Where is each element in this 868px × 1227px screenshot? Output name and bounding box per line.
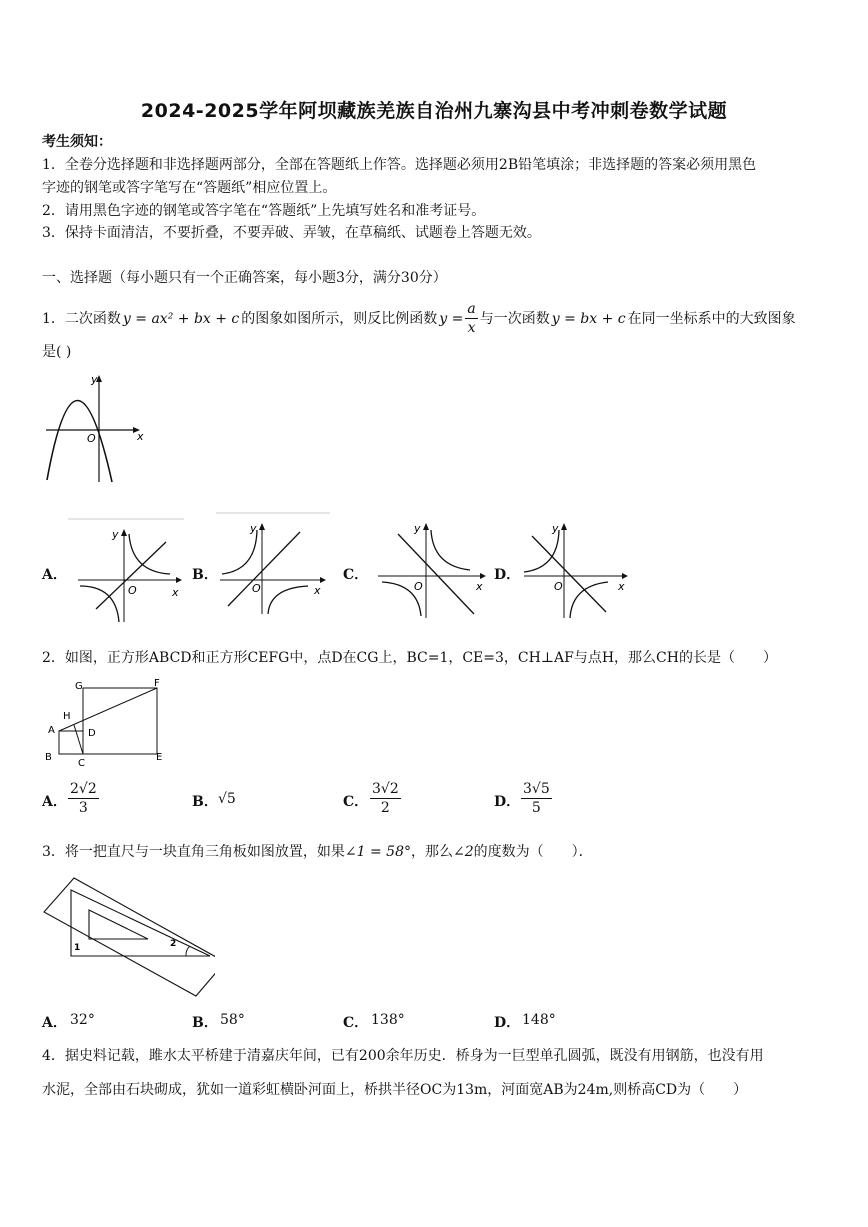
q3-text: 3．将一把直尺与一块直角三角板如图放置，如果: [42, 844, 345, 860]
hyperbola-branch: [129, 534, 170, 574]
q1-text: 1．二次函数: [42, 310, 121, 327]
fraction-numerator: 3√2: [372, 781, 399, 797]
notice-item: 2．请用黑色字迹的钢笔或答字笔在“答题纸”上先填写姓名和准考证号。: [42, 203, 486, 219]
q3-text: ，那么: [411, 844, 453, 860]
ruler: [44, 878, 215, 996]
question-1-text-end: 是( ): [42, 344, 72, 360]
origin-label: O: [87, 432, 96, 445]
point-label: G: [75, 681, 83, 692]
hyperbola-branch: [80, 586, 119, 622]
q2-option-c-value: [370, 780, 401, 817]
q1-formula-inverse-fraction: [465, 300, 477, 337]
q1-option-a-graph: [66, 514, 186, 624]
x-axis-arrow: [480, 573, 486, 579]
fraction-denominator: 5: [531, 800, 541, 816]
question-4-text: 水泥，全部由石块砌成，犹如一道彩虹横卧河面上，桥拱半径OC为13m，河面宽AB为24m,则桥高CD为（ ）: [42, 1082, 748, 1098]
q1-text: 的图象如图所示，则反比例函数: [241, 310, 438, 327]
q3-option-c-value: 138°: [371, 1012, 405, 1028]
angle-label: 1: [74, 943, 81, 953]
notice-item: 字迹的钢笔或答字笔写在“答题纸”相应位置上。: [42, 180, 337, 196]
q2-squares-figure: [40, 676, 175, 768]
y-label: y: [112, 528, 119, 541]
q3-angle-2: ∠2: [453, 844, 474, 860]
x-label: x: [476, 580, 483, 593]
fraction-numerator: 2√2: [70, 781, 97, 797]
fraction-numerator: a: [467, 301, 476, 317]
q3-option-d-value: 148°: [522, 1012, 556, 1028]
hyperbola-branch: [431, 530, 470, 570]
q3-option-a-label: A．: [42, 1015, 67, 1031]
point-label: E: [156, 752, 163, 763]
x-label: x: [618, 580, 625, 593]
q1-formula-linear: y = bx + c: [551, 310, 626, 327]
square-cefg: [83, 688, 157, 754]
q1-formula-inverse-left: y =: [439, 310, 464, 327]
y-label: y: [250, 522, 257, 535]
point-label: C: [78, 758, 85, 768]
q1-text: 与一次函数: [479, 310, 550, 327]
q3-text: 的度数为（ ）．: [473, 844, 593, 860]
fraction-numerator: 3√5: [523, 781, 550, 797]
question-4-text: 4．据史料记载，雎水太平桥建于清嘉庆年间，已有200余年历史．桥身为一巨型单孔圆弧，既没有用钢筋，也没有用: [42, 1048, 764, 1064]
q3-option-c-label: C．: [343, 1015, 369, 1031]
angle-label: 2: [170, 939, 177, 949]
parabola-curve: [47, 400, 112, 482]
y-label: y: [552, 522, 559, 535]
angle-2-arc: [186, 946, 190, 956]
y-axis-arrow: [423, 523, 429, 530]
point-label: H: [63, 711, 71, 722]
q2-option-b-value: √5: [218, 791, 236, 807]
q1-parabola-figure: [40, 370, 155, 488]
q2-option-d-label: D．: [494, 794, 521, 810]
point-label: F: [154, 678, 160, 689]
q1-text: 在同一坐标系中的大致图象: [627, 310, 796, 327]
linear-line: [532, 536, 606, 612]
fraction-denominator: x: [467, 320, 476, 336]
q1-option-b-graph: [214, 508, 334, 618]
point-label: B: [45, 752, 52, 763]
linear-line: [96, 542, 166, 609]
fraction-denominator: 3: [78, 800, 88, 816]
segment-af: [59, 688, 157, 731]
hyperbola-branch: [222, 530, 257, 574]
y-label: y: [91, 373, 98, 386]
question-2-text: 2．如图，正方形ABCD和正方形CEFG中，点D在CG上，BC=1，CE=3，CH⊥AF与点H，那么CH的长是（ ）: [42, 650, 777, 666]
q2-option-d-value: [521, 780, 552, 817]
q3-option-b-value: 58°: [220, 1012, 245, 1028]
x-axis-arrow: [320, 577, 326, 583]
x-label: x: [314, 584, 321, 597]
origin-label: O: [252, 582, 261, 595]
q1-option-d-label: D．: [494, 567, 521, 583]
notice-heading: 考生须知：: [42, 134, 112, 150]
question-3-text: [42, 842, 593, 862]
q1-option-c-label: C．: [343, 567, 369, 583]
q2-option-b-label: B．: [192, 794, 218, 810]
q3-angle-1: ∠1 = 58°: [344, 844, 411, 860]
y-axis-arrow: [561, 523, 567, 530]
q2-option-a-label: A．: [42, 794, 67, 810]
page-title: 2024-2025学年阿坝藏族羌族自治州九寨沟县中考冲刺卷数学试题: [140, 100, 728, 122]
y-axis-arrow: [259, 523, 265, 530]
point-label: A: [48, 725, 55, 736]
q1-option-b-label: B．: [192, 567, 218, 583]
origin-label: O: [554, 580, 563, 593]
q1-option-c-graph: [370, 514, 495, 624]
origin-label: O: [128, 584, 137, 597]
notice-item: 3．保持卡面清洁，不要折叠，不要弄破、弄皱，在草稿纸、试题卷上答题无效。: [42, 225, 541, 241]
section-heading: 一、选择题（每小题只有一个正确答案，每小题3分，满分30分）: [42, 270, 447, 286]
q3-option-d-label: D．: [494, 1015, 521, 1031]
x-label: x: [137, 430, 144, 443]
x-label: x: [172, 586, 179, 599]
y-label: y: [414, 522, 421, 535]
y-axis-arrow: [121, 529, 127, 536]
q3-option-a-value: 32°: [70, 1012, 95, 1028]
hyperbola-branch: [268, 586, 308, 614]
question-1-text: [42, 300, 796, 337]
hyperbola-branch: [524, 530, 559, 572]
q1-option-d-graph: [516, 514, 636, 624]
q3-ruler-triangle-figure: [40, 872, 215, 1002]
q1-option-a-label: A．: [42, 567, 67, 583]
segment-ch: [74, 725, 83, 754]
q1-formula-quadratic: y = ax² + bx + c: [122, 310, 240, 327]
fraction-denominator: 2: [380, 800, 390, 816]
point-label: D: [88, 728, 96, 739]
right-triangle: [71, 890, 210, 956]
x-axis-arrow: [622, 573, 628, 579]
hyperbola-branch: [570, 582, 608, 618]
q2-option-a-value: [68, 780, 99, 817]
q2-option-c-label: C．: [343, 794, 369, 810]
linear-line: [398, 534, 474, 614]
notice-item: 1．全卷分选择题和非选择题两部分，全部在答题纸上作答。选择题必须用2B铅笔填涂；非选择题的答案必须用黑色: [42, 157, 757, 173]
q3-option-b-label: B．: [192, 1015, 218, 1031]
x-axis-arrow: [176, 577, 182, 583]
origin-label: O: [414, 580, 423, 593]
